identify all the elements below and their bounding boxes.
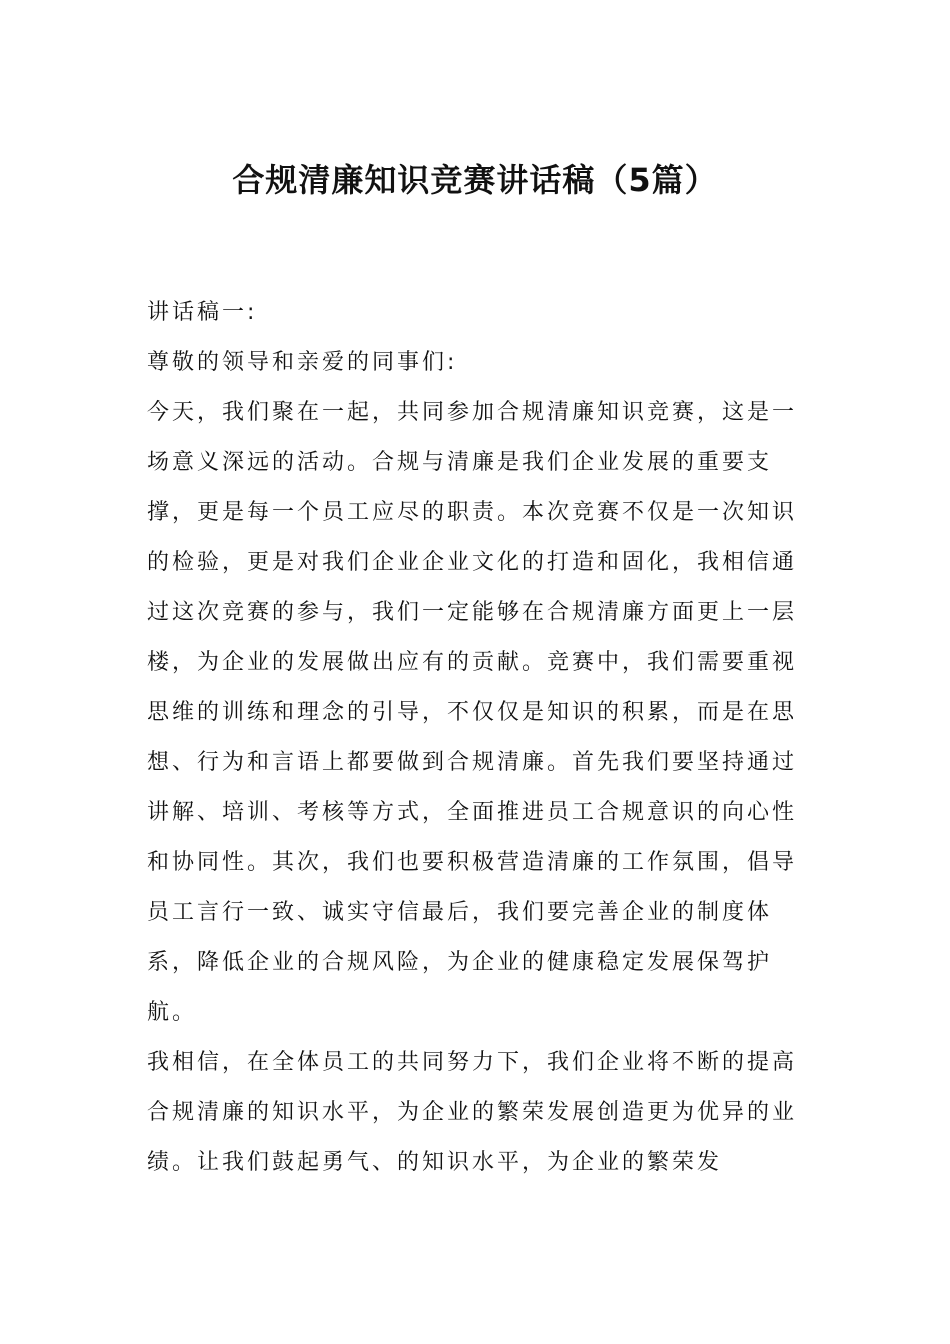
document-body — [147, 288, 807, 1188]
paragraph-1: 今天，我们聚在一起，共同参加合规清廉知识竞赛，这是一场意义深远的活动。合规与清廉是我们企业发展的重要支撑，更是每一个员工应尽的职责。本次竞赛不仅是一次知识的检验，更是对我们企业企业文化的打造和固化，我相信通过这次竞赛的参与，我们一定能够在合规清廉方面更上一层楼，为企业的发展做出应有的贡献。竞赛中，我们需要重视思维的训练和理念的引导，不仅仅是知识的积累，而是在思想、行为和言语上都要做到合规清廉。首先我们要坚持通过讲解、培训、考核等方式，全面推进员工合规意识的向心性和协同性。其次，我们也要积极营造清廉的工作氛围，倡导员工言行一致、诚实守信最后，我们要完善企业的制度体系，降低企业的合规风险，为企业的健康稳定发展保驾护航。 — [147, 400, 798, 1025]
salutation: 尊敬的领导和亲爱的同事们: — [147, 350, 458, 375]
document-title: 合规清廉知识竞赛讲话稿（5篇） — [232, 161, 718, 199]
section-heading: 讲话稿一: — [147, 300, 258, 325]
paragraph-2: 我相信，在全体员工的共同努力下，我们企业将不断的提高合规清廉的知识水平，为企业的繁荣发展创造更为优异的业绩。让我们鼓起勇气、的知识水平，为企业的繁荣发 — [147, 1050, 798, 1175]
